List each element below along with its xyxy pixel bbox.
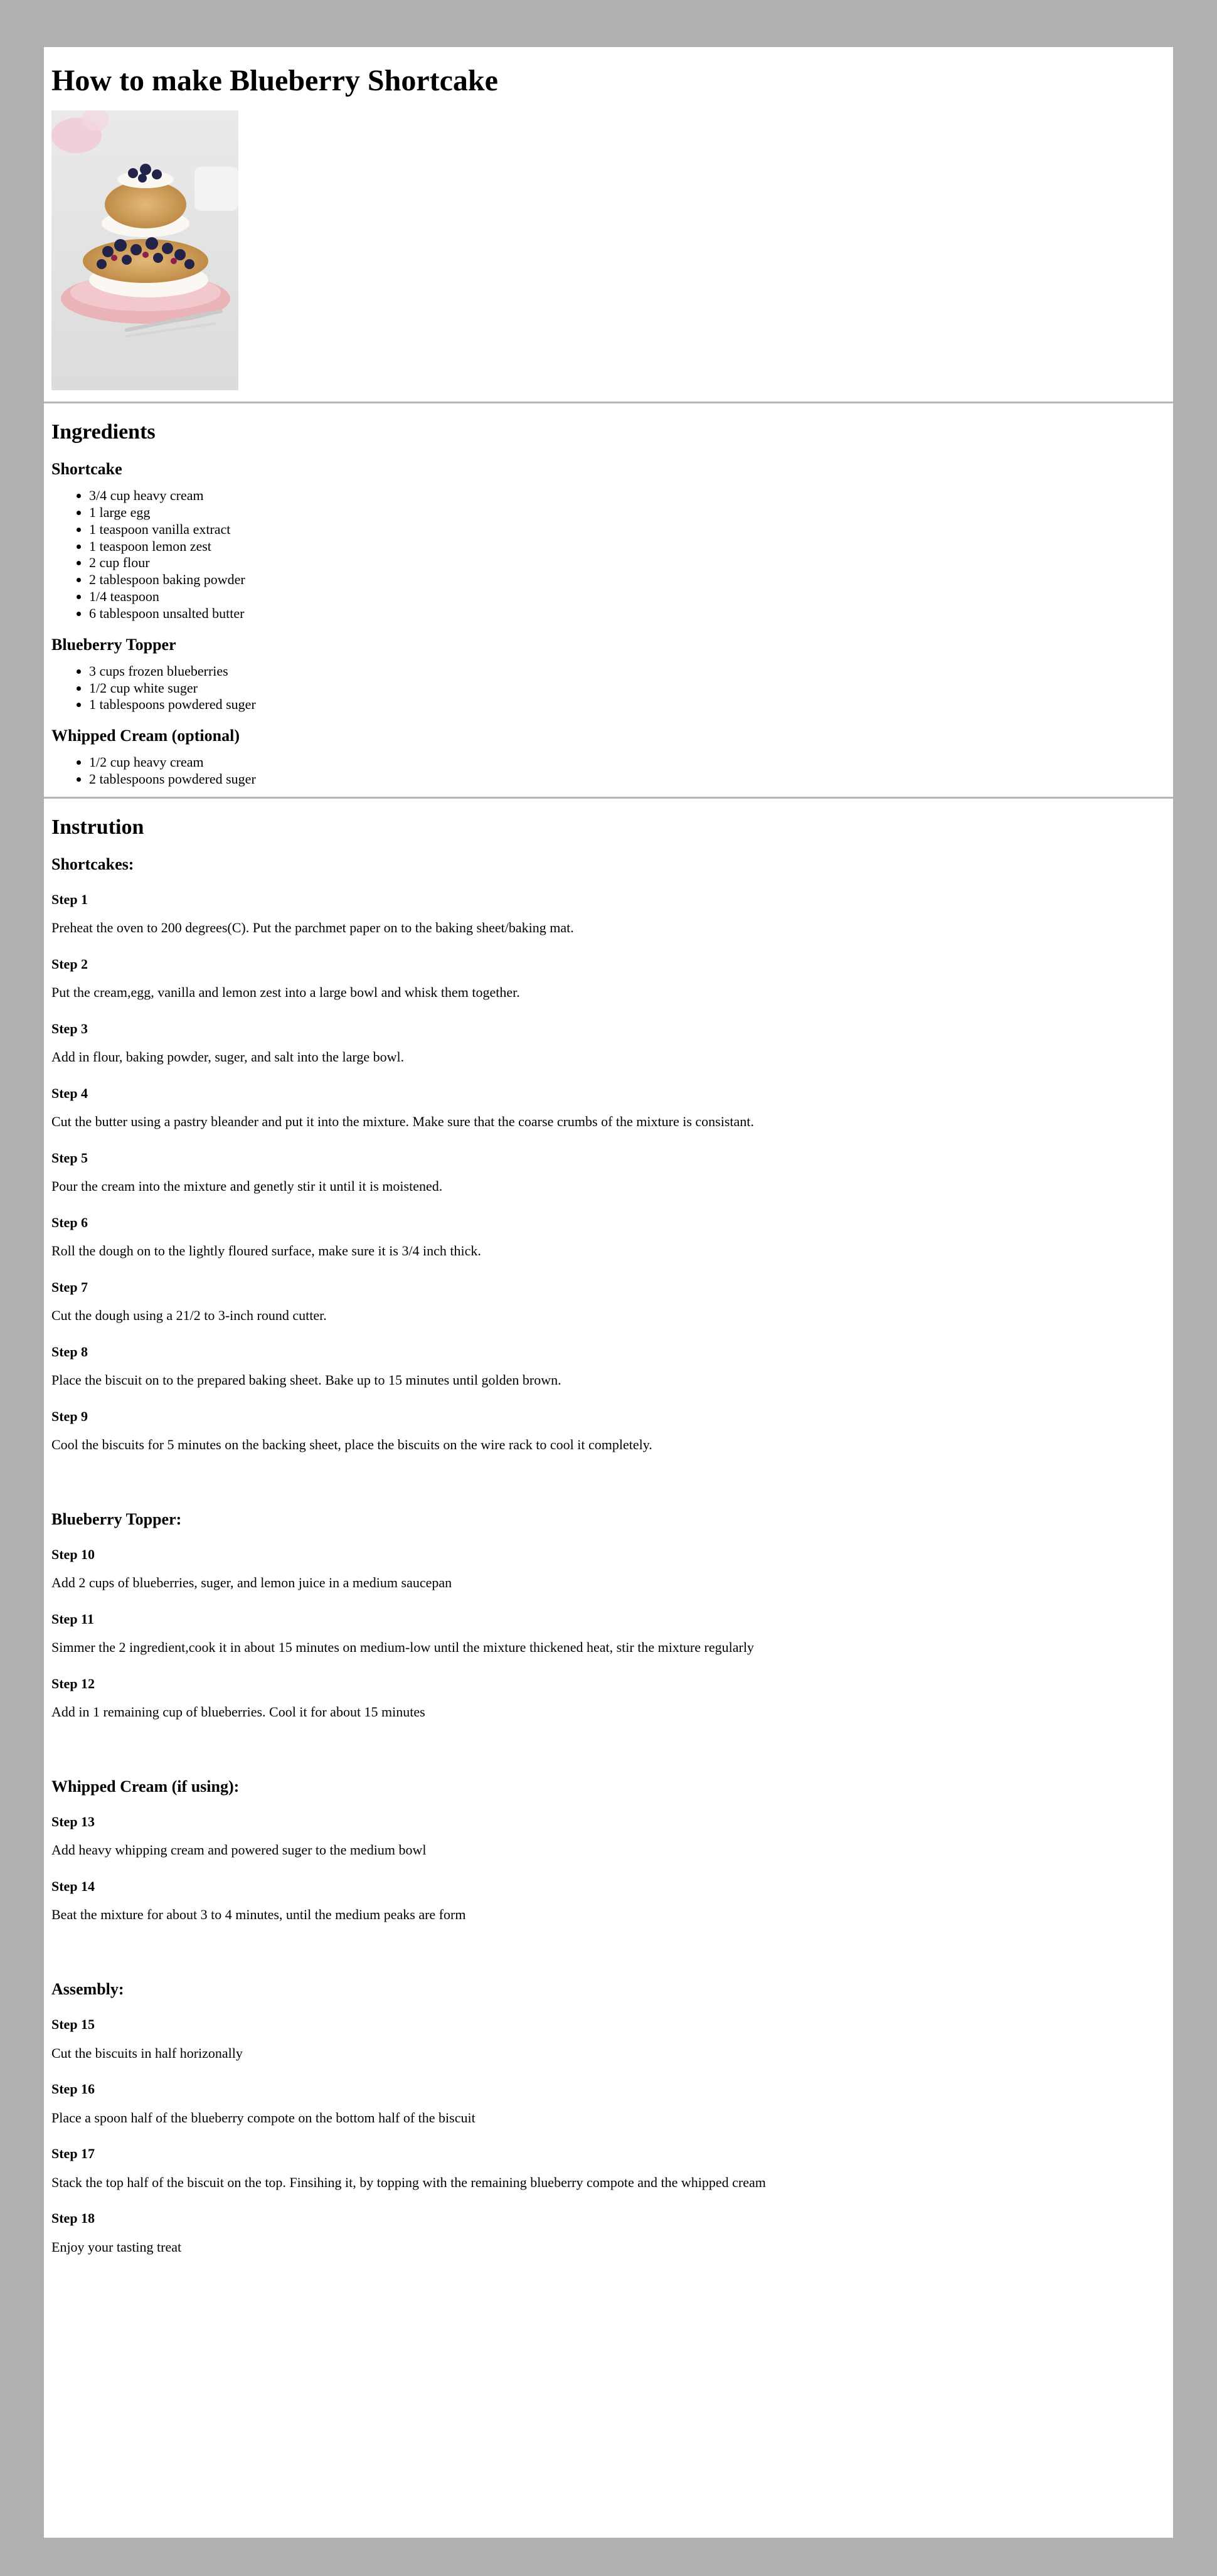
step-label: Step 16 — [51, 2081, 95, 2097]
ingredient-group-title: Blueberry Topper — [51, 635, 176, 654]
step-text: Cut the butter using a pastry bleander and put it into the mixture. Make sure that the coarse crumbs of the mixture is consistant. — [51, 1114, 754, 1130]
ingredient-list — [51, 754, 1173, 788]
list-item: • 6 tablespoon unsalted butter — [89, 605, 1173, 622]
step-label: Step 9 — [51, 1408, 88, 1424]
step-text: Cut the biscuits in half horizonally — [51, 2045, 243, 2061]
step-text: Roll the dough on to the lightly floured surface, make sure it is 3/4 inch thick. — [51, 1243, 481, 1259]
step-text: Put the cream,egg, vanilla and lemon zest into a large bowl and whisk them together. — [51, 984, 520, 1001]
step-label: Step 5 — [51, 1149, 88, 1166]
list-item: • 1 tablespoons powdered suger — [89, 696, 1173, 713]
step-label: Step 14 — [51, 1878, 95, 1895]
step-text: Stack the top half of the biscuit on the top. Finsihing it, by topping with the remaining blueberry compote and the whipped cream — [51, 2174, 766, 2190]
list-item: • 1 teaspoon vanilla extract — [89, 521, 1173, 538]
list-item: • 1 large egg — [89, 504, 1173, 521]
ingredient-group-shortcake — [51, 459, 1173, 622]
step-label: Step 11 — [51, 1610, 94, 1627]
list-item: • 3/4 cup heavy cream — [89, 487, 1173, 504]
divider — [44, 402, 1173, 403]
step-label: Step 15 — [51, 2016, 95, 2033]
step-text: Add in flour, baking powder, suger, and salt into the large bowl. — [51, 1049, 405, 1065]
step-label: Step 13 — [51, 1814, 95, 1830]
instruction-section-blueberry-topper — [51, 1509, 1173, 1722]
ingredient-group-blueberry-topper — [51, 635, 1173, 714]
instruction-section-title: Shortcakes: — [51, 854, 134, 873]
instruction-section-assembly — [51, 1979, 1173, 2256]
ingredient-group-title: Shortcake — [51, 459, 122, 478]
page-title: How to make Blueberry Shortcake — [51, 64, 498, 97]
ingredient-list — [51, 487, 1173, 622]
list-item: • 1/4 teaspoon — [89, 588, 1173, 605]
list-item: • 2 tablespoon baking powder — [89, 572, 1173, 588]
step-text: Cool the biscuits for 5 minutes on the backing sheet, place the biscuits on the wire rack to cool it completely. — [51, 1437, 652, 1453]
step-text: Pour the cream into the mixture and genetly stir it until it is moistened. — [51, 1178, 443, 1195]
instruction-section-title: Blueberry Topper: — [51, 1509, 182, 1528]
list-item: • 2 cup flour — [89, 555, 1173, 572]
instruction-section-title: Whipped Cream (if using): — [51, 1777, 240, 1796]
step-label: Step 10 — [51, 1546, 95, 1562]
ingredient-group-title: Whipped Cream (optional) — [51, 726, 240, 745]
step-label: Step 7 — [51, 1279, 88, 1295]
step-label: Step 6 — [51, 1214, 88, 1230]
step-label: Step 18 — [51, 2210, 95, 2227]
instruction-section-title: Assembly: — [51, 1980, 124, 1999]
step-label: Step 4 — [51, 1085, 88, 1101]
list-item: • 3 cups frozen blueberries — [89, 663, 1173, 680]
step-text: Simmer the 2 ingredient,cook it in about 15 minutes on medium-low until the mixture thickened heat, stir the mixture regularly — [51, 1639, 754, 1656]
ingredient-group-whipped-cream — [51, 726, 1173, 788]
step-text: Cut the dough using a 21/2 to 3-inch round cutter. — [51, 1307, 327, 1324]
shortcake-photo — [51, 110, 238, 390]
step-text: Place a spoon half of the blueberry compote on the bottom half of the biscuit — [51, 2109, 476, 2126]
ingredient-list — [51, 663, 1173, 713]
list-item: • 1/2 cup white suger — [89, 680, 1173, 697]
step-label: Step 3 — [51, 1020, 88, 1036]
step-text: Place the biscuit on to the prepared baking sheet. Bake up to 15 minutes until golden brown. — [51, 1372, 561, 1388]
instruction-heading: Instrution — [51, 815, 144, 839]
step-text: Add 2 cups of blueberries, suger, and lemon juice in a medium saucepan — [51, 1575, 452, 1591]
step-label: Step 8 — [51, 1343, 88, 1360]
step-text: Add heavy whipping cream and powered suger to the medium bowl — [51, 1842, 427, 1858]
ingredients-heading: Ingredients — [51, 420, 156, 444]
list-item: • 1 teaspoon lemon zest — [89, 538, 1173, 555]
step-label: Step 17 — [51, 2146, 95, 2162]
step-text: Preheat the oven to 200 degrees(C). Put the parchmet paper on to the baking sheet/baking mat. — [51, 920, 574, 936]
step-label: Step 1 — [51, 891, 88, 907]
step-text: Add in 1 remaining cup of blueberries. Cool it for about 15 minutes — [51, 1704, 425, 1720]
instruction-section-shortcakes — [51, 854, 1173, 1454]
step-label: Step 12 — [51, 1675, 95, 1691]
recipe-page — [44, 47, 1173, 2538]
step-text: Beat the mixture for about 3 to 4 minutes, until the medium peaks are form — [51, 1907, 466, 1923]
step-label: Step 2 — [51, 955, 88, 972]
list-item: • 2 tablespoons powdered suger — [89, 771, 1173, 788]
instruction-section-whipped-cream — [51, 1777, 1173, 1924]
divider — [44, 797, 1173, 799]
list-item: • 1/2 cup heavy cream — [89, 754, 1173, 771]
step-text: Enjoy your tasting treat — [51, 2238, 182, 2255]
